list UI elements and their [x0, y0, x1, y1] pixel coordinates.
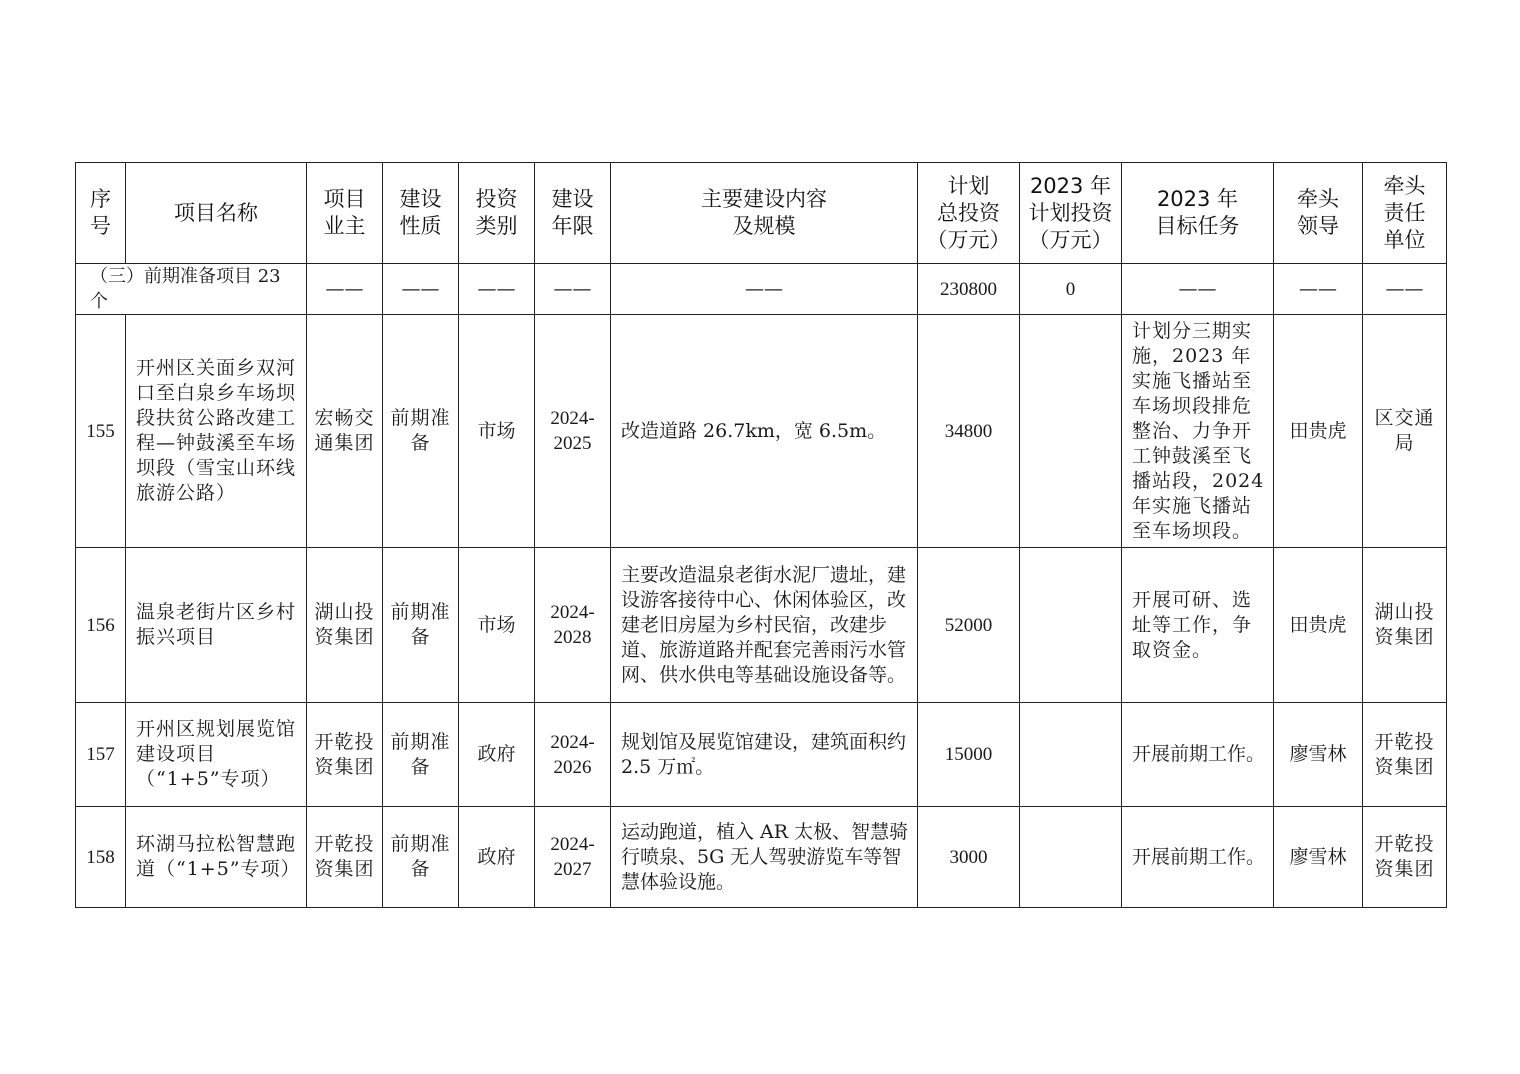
section-owner: —— [307, 264, 383, 315]
row-unit: 开乾投资集团 [1363, 703, 1447, 807]
row-plan-2023 [1020, 548, 1122, 703]
row-nature: 前期准备 [383, 315, 459, 548]
header-plan-2023: 2023 年 计划投资 （万元） [1020, 163, 1122, 264]
row-leader: 田贵虎 [1274, 315, 1363, 548]
section-nature: —— [383, 264, 459, 315]
section-plan-2023: 0 [1020, 264, 1122, 315]
row-period: 2024-2028 [535, 548, 611, 703]
row-nature: 前期准备 [383, 703, 459, 807]
section-invest-type: —— [459, 264, 535, 315]
header-period: 建设 年限 [535, 163, 611, 264]
row-total-invest: 34800 [918, 315, 1020, 548]
row-content: 运动跑道，植入 AR 太极、智慧骑行喷泉、5G 无人驾驶游览车等智慧体验设施。 [611, 807, 918, 908]
row-target-2023: 开展前期工作。 [1122, 807, 1274, 908]
row-plan-2023 [1020, 807, 1122, 908]
table-row [76, 315, 1447, 548]
row-leader: 廖雪林 [1274, 807, 1363, 908]
row-unit: 区交通局 [1363, 315, 1447, 548]
section-total-invest: 230800 [918, 264, 1020, 315]
section-label: （三）前期准备项目 23 个 [76, 264, 307, 315]
row-invest-type: 市场 [459, 548, 535, 703]
row-name: 温泉老街片区乡村振兴项目 [126, 548, 307, 703]
row-target-2023: 开展前期工作。 [1122, 703, 1274, 807]
table-row [76, 807, 1447, 908]
row-period: 2024-2025 [535, 315, 611, 548]
header-leader: 牵头 领导 [1274, 163, 1363, 264]
row-owner: 湖山投资集团 [307, 548, 383, 703]
row-content: 规划馆及展览馆建设，建筑面积约 2.5 万㎡。 [611, 703, 918, 807]
row-owner: 开乾投资集团 [307, 807, 383, 908]
row-name: 开州区规划展览馆建设项目（“1+5”专项） [126, 703, 307, 807]
row-unit: 开乾投资集团 [1363, 807, 1447, 908]
section-content: —— [611, 264, 918, 315]
row-unit: 湖山投资集团 [1363, 548, 1447, 703]
row-total-invest: 3000 [918, 807, 1020, 908]
row-leader: 田贵虎 [1274, 548, 1363, 703]
row-invest-type: 政府 [459, 807, 535, 908]
header-unit: 牵头 责任 单位 [1363, 163, 1447, 264]
row-content: 改造道路 26.7km，宽 6.5m。 [611, 315, 918, 548]
header-owner: 项目 业主 [307, 163, 383, 264]
section-unit: —— [1363, 264, 1447, 315]
table-row [76, 703, 1447, 807]
header-content: 主要建设内容 及规模 [611, 163, 918, 264]
section-row [76, 264, 1447, 315]
row-seq: 158 [76, 807, 126, 908]
row-nature: 前期准备 [383, 548, 459, 703]
section-period: —— [535, 264, 611, 315]
row-invest-type: 政府 [459, 703, 535, 807]
row-seq: 157 [76, 703, 126, 807]
section-leader: —— [1274, 264, 1363, 315]
row-content: 主要改造温泉老街水泥厂遗址，建设游客接待中心、休闲体验区，改建老旧房屋为乡村民宿，改建步道、旅游道路并配套完善雨污水管网、供水供电等基础设施设备等。 [611, 548, 918, 703]
row-total-invest: 52000 [918, 548, 1020, 703]
header-total-invest: 计划 总投资 （万元） [918, 163, 1020, 264]
row-plan-2023 [1020, 315, 1122, 548]
header-invest-type: 投资 类别 [459, 163, 535, 264]
row-period: 2024-2026 [535, 703, 611, 807]
row-invest-type: 市场 [459, 315, 535, 548]
row-target-2023: 计划分三期实施，2023 年实施飞播站至车场坝段排危整治、力争开工钟鼓溪至飞播站段，2024 年实施飞播站至车场坝段。 [1122, 315, 1274, 548]
row-owner: 开乾投资集团 [307, 703, 383, 807]
row-nature: 前期准备 [383, 807, 459, 908]
header-row [76, 163, 1447, 264]
header-name: 项目名称 [126, 163, 307, 264]
row-period: 2024-2027 [535, 807, 611, 908]
project-table [75, 162, 1447, 908]
row-name: 环湖马拉松智慧跑道（“1+5”专项） [126, 807, 307, 908]
row-plan-2023 [1020, 703, 1122, 807]
row-total-invest: 15000 [918, 703, 1020, 807]
row-seq: 156 [76, 548, 126, 703]
header-target-2023: 2023 年 目标任务 [1122, 163, 1274, 264]
section-target-2023: —— [1122, 264, 1274, 315]
table-row [76, 548, 1447, 703]
row-seq: 155 [76, 315, 126, 548]
header-seq: 序 号 [76, 163, 126, 264]
row-name: 开州区关面乡双河口至白泉乡车场坝段扶贫公路改建工程—钟鼓溪至车场坝段（雪宝山环线旅游公路） [126, 315, 307, 548]
header-nature: 建设 性质 [383, 163, 459, 264]
row-target-2023: 开展可研、选址等工作，争取资金。 [1122, 548, 1274, 703]
row-owner: 宏畅交通集团 [307, 315, 383, 548]
row-leader: 廖雪林 [1274, 703, 1363, 807]
